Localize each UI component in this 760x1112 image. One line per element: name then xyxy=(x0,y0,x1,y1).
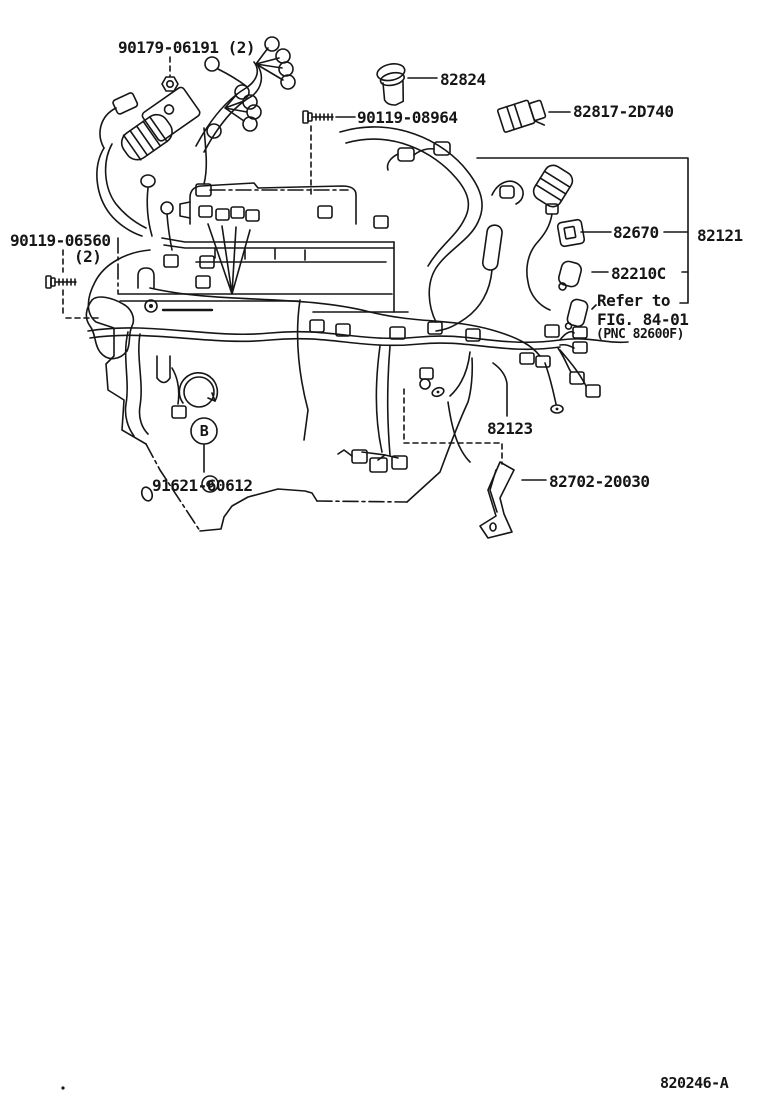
label-82123: 82123 xyxy=(487,419,533,438)
bracket-82702-icon xyxy=(480,462,514,538)
label-82210c: 82210C xyxy=(611,264,666,283)
nut-icon xyxy=(162,77,178,91)
stray-dot xyxy=(61,1086,64,1089)
detail-marker-b-text: B xyxy=(199,422,209,440)
bolt-right-icon xyxy=(303,111,333,123)
label-90119-06560: 90119-06560 xyxy=(10,231,111,250)
pulley-drawing xyxy=(179,373,217,407)
figure-code: 820246-A xyxy=(660,1074,729,1092)
label-90179-06191: 90179-06191 (2) xyxy=(118,38,255,57)
label-82817-2d740: 82817-2D740 xyxy=(573,102,674,121)
refer-note-line2: FIG. 84-01 xyxy=(597,310,689,329)
engine-block-drawing xyxy=(86,238,472,531)
refer-note-line1: Refer to xyxy=(597,291,671,310)
detail-marker-b xyxy=(191,418,217,444)
ignition-wire-assembly-drawing xyxy=(97,37,295,250)
label-91621-60612: 91621-60612 xyxy=(152,476,253,495)
connector-82210c-icon xyxy=(556,260,583,294)
main-wiring-harness-drawing xyxy=(88,127,628,472)
label-82824: 82824 xyxy=(440,70,486,89)
label-82121: 82121 xyxy=(697,226,743,245)
protector-82817-icon xyxy=(497,96,548,137)
clamp-82824-icon xyxy=(376,61,412,107)
label-82670: 82670 xyxy=(613,223,659,242)
bolt-left-icon xyxy=(46,276,76,288)
junction-82670-icon xyxy=(557,219,585,247)
label-82702-20030: 82702-20030 xyxy=(549,472,650,491)
label-90119-06560-qty: (2) xyxy=(74,247,102,266)
label-90119-08964: 90119-08964 xyxy=(357,108,458,127)
refer-note-line3: (PNC 82600F) xyxy=(596,327,684,342)
